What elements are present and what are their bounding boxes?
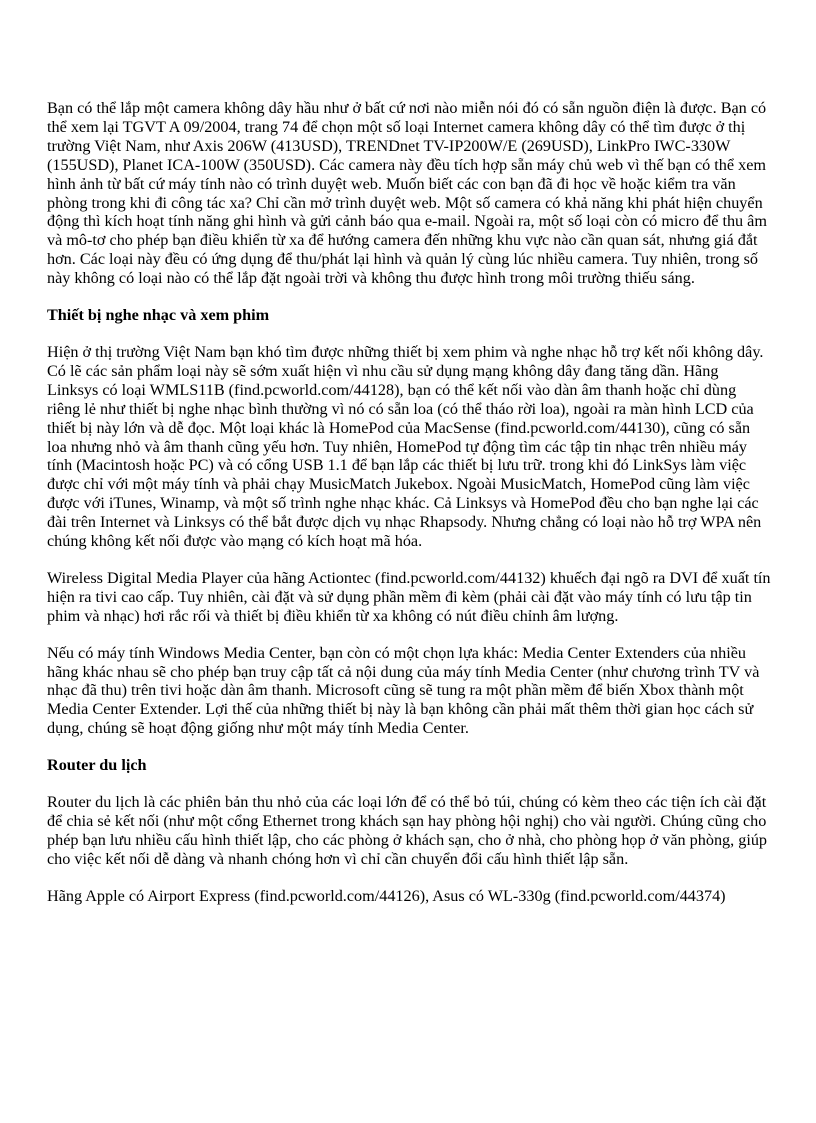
document-page [47,99,772,924]
paragraph-travel-router: Router du lịch là các phiên bản thu nhỏ của các loại lớn để có thể bỏ túi, chúng có kèm theo các tiện ích cài đặt để chia sẻ kết nối (như một cổng Ethernet trong khách sạn hay phòng hội nghị) cho vài người. Chúng cũng cho phép bạn lưu nhiều cấu hình thiết lập, cho các phòng ở khách sạn, cho ở nhà, cho phòng họp ở văn phòng, giúp cho việc kết nối dễ dàng và nhanh chóng hơn vì chỉ cần chuyển đổi cấu hình thiết lập sẵn. [47,793,768,868]
paragraph-wireless-camera: Bạn có thể lắp một camera không dây hầu như ở bất cứ nơi nào miễn nói đó có sẵn nguồn điện là được. Bạn có thể xem lại TGVT A 09/2004, trang 74 để chọn một số loại Internet camera không dây có thể tìm được ở thị trường Việt Nam, như Axis 206W (413USD), TRENDnet TV-IP200W/E (269USD), LinkPro IWC-330W (155USD), Planet ICA-100W (350USD). Các camera này đều tích hợp sẵn máy chủ web vì thế bạn có thể xem hình ảnh từ bất cứ máy tính nào có trình duyệt web. Muốn biết các con bạn đã đi học về hoặc kiểm tra văn phòng trong khi đi công tác xa? Chỉ cần mở trình duyệt web. Một số camera có khả năng khi phát hiện chuyển động thì kích hoạt tính năng ghi hình và gửi cảnh báo qua e-mail. Ngoài ra, một số loại còn có micro để thu âm và mô-tơ cho phép bạn điều khiển từ xa để hướng camera đến những khu vực nào cần quan sát, nhưng giá đắt hơn. Các loại này đều có ứng dụng để thu/phát lại hình và quản lý cùng lúc nhiều camera. Tuy nhiên, trong số này không có loại nào có thể lắp đặt ngoài trời và không thu được hình trong môi trường thiếu sáng. [47,99,767,288]
paragraph-music-devices: Hiện ở thị trường Việt Nam bạn khó tìm được những thiết bị xem phim và nghe nhạc hỗ trợ kết nối không dây. Có lẽ các sản phẩm loại này sẽ sớm xuất hiện vì nhu cầu sử dụng mạng không dây đang tăng dần. Hãng Linksys có loại WMLS11B (find.pcworld.com/44128), bạn có thể kết nối vào dàn âm thanh hoặc chỉ dùng riêng lẻ như thiết bị nghe nhạc bình thường vì nó có sẵn loa (có thể tháo rời loa), ngoài ra màn hình LCD của thiết bị này lớn và dễ đọc. Một loại khác là HomePod của MacSense (find.pcworld.com/44130), cũng có sẵn loa nhưng nhỏ và âm thanh cũng yếu hơn. Tuy nhiên, HomePod tự động tìm các tập tin nhạc trên nhiều máy tính (Macintosh hoặc PC) và có cổng USB 1.1 để bạn lắp các thiết bị lưu trữ. trong khi đó LinkSys làm việc được chỉ với một máy tính và phải chạy MusicMatch Jukebox. Ngoài MusicMatch, HomePod cũng làm việc được với iTunes, Winamp, và một số trình nghe nhạc khác. Cả Linksys và HomePod đều cho bạn nghe lại các đài trên Internet và Linksys có thể bắt được dịch vụ nhạc Rhapsody. Nhưng chẳng có loại nào hỗ trợ WPA nên chúng không kết nối được vào mạng có kích hoạt mã hóa. [47,342,764,551]
heading-travel-router: Router du lịch [47,756,147,775]
heading-music-video-devices: Thiết bị nghe nhạc và xem phim [47,306,270,325]
paragraph-apple-asus: Hãng Apple có Airport Express (find.pcworld.com/44126), Asus có WL-330g (find.pcworld.com/44374) [47,886,726,905]
paragraph-actiontec: Wireless Digital Media Player của hãng Actiontec (find.pcworld.com/44132) khuếch đại ngõ ra DVI để xuất tín hiện ra tivi cao cấp. Tuy nhiên, cài đặt và sử dụng phần mềm đi kèm (phải cài đặt vào máy tính có lưu tập tin phim và nhạc) hơi rắc rối và thiết bị điều khiển từ xa không có nút điều chỉnh âm lượng. [47,568,771,625]
paragraph-media-center: Nếu có máy tính Windows Media Center, bạn còn có một chọn lựa khác: Media Center Extenders của nhiều hãng khác nhau sẽ cho phép bạn truy cập tất cả nội dung của máy tính Media Center (như chương trình TV và nhạc đã thu) trên tivi hoặc dàn âm thanh. Microsoft cũng sẽ tung ra một phần mềm để biến Xbox thành một Media Center Extender. Lợi thế của những thiết bị này là bạn không cần phải mất thêm thời gian học cách sử dụng, chúng sẽ hoạt động giống như một máy tính Media Center. [47,643,760,738]
